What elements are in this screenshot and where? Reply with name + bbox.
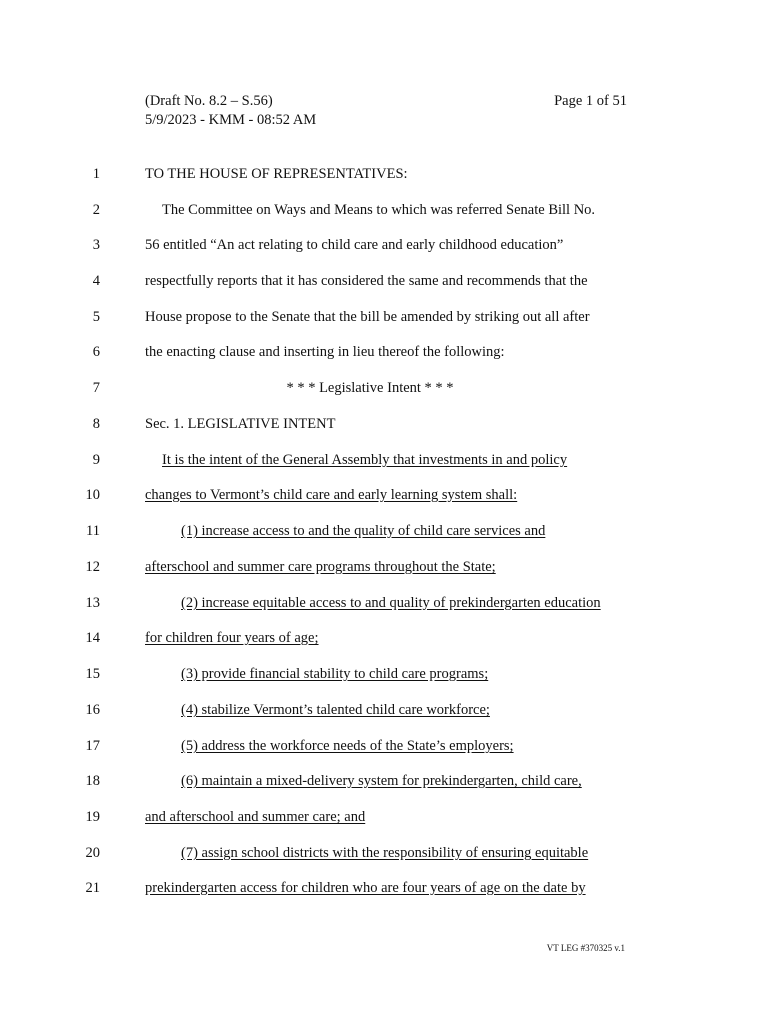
text-line	[0, 414, 770, 434]
text-line	[0, 807, 770, 827]
text-line	[0, 307, 770, 327]
line-number: 10	[85, 487, 100, 503]
line-text: (4) stabilize Vermont’s talented child care workforce;	[181, 702, 490, 718]
line-text: It is the intent of the General Assembly that investments in and policy	[162, 452, 568, 468]
line-number: 17	[85, 738, 100, 754]
text-line	[0, 878, 770, 898]
text-line	[0, 664, 770, 684]
text-line	[0, 628, 770, 648]
line-text: (3) provide financial stability to child care programs;	[181, 666, 489, 682]
line-number: 4	[92, 273, 100, 289]
text-line	[0, 843, 770, 863]
text-line	[0, 485, 770, 505]
line-text: House propose to the Senate that the bill be amended by striking out all after	[145, 309, 590, 325]
text-line	[0, 771, 770, 791]
line-text: (6) maintain a mixed-delivery system for prekindergarten, child care,	[181, 773, 582, 789]
text-line	[0, 700, 770, 720]
text-line	[0, 736, 770, 756]
line-text: prekindergarten access for children who are four years of age on the date by	[145, 880, 586, 896]
line-text: 56 entitled “An act relating to child care and early childhood education”	[145, 237, 564, 253]
text-line	[0, 521, 770, 541]
line-number: 16	[85, 702, 100, 718]
line-number: 20	[85, 845, 100, 861]
line-number: 2	[92, 202, 100, 218]
line-number: 15	[85, 666, 100, 682]
line-number: 14	[85, 630, 100, 646]
section-title: Sec. 1. LEGISLATIVE INTENT	[145, 416, 336, 432]
line-number: 6	[92, 344, 100, 360]
draft-info	[145, 92, 316, 130]
line-number: 18	[85, 773, 100, 789]
line-number: 21	[85, 880, 100, 896]
text-line	[0, 164, 770, 184]
draft-date: 5/9/2023 - KMM - 08:52 AM	[145, 112, 317, 128]
line-text: respectfully reports that it has considered the same and recommends that the	[145, 273, 588, 289]
line-number: 8	[92, 416, 100, 432]
line-number: 12	[85, 559, 100, 575]
line-text: (5) address the workforce needs of the State’s employers;	[181, 738, 514, 754]
line-number: 11	[86, 523, 100, 539]
line-text: afterschool and summer care programs throughout the State;	[145, 559, 496, 575]
text-line	[0, 342, 770, 362]
line-text: The Committee on Ways and Means to which was referred Senate Bill No.	[162, 202, 596, 218]
line-text: TO THE HOUSE OF REPRESENTATIVES:	[145, 166, 408, 182]
text-line	[0, 557, 770, 577]
line-text: (2) increase equitable access to and quality of prekindergarten education	[181, 595, 601, 611]
line-text: for children four years of age;	[145, 630, 319, 646]
line-number: 5	[92, 309, 100, 325]
line-text: (7) assign school districts with the responsibility of ensuring equitable	[181, 845, 589, 861]
section-heading: * * * Legislative Intent * * *	[286, 380, 454, 396]
line-text: the enacting clause and inserting in lieu thereof the following:	[145, 344, 505, 360]
draft-number: (Draft No. 8.2 – S.56)	[145, 93, 273, 109]
text-line	[0, 450, 770, 470]
line-number: 1	[92, 166, 100, 182]
text-line	[0, 200, 770, 220]
page-number: Page 1 of 51	[554, 93, 627, 109]
document-id-footer: VT LEG #370325 v.1	[546, 943, 625, 953]
line-text: changes to Vermont’s child care and early learning system shall:	[145, 487, 518, 503]
line-number: 13	[85, 595, 100, 611]
text-line	[0, 378, 770, 398]
line-text: (1) increase access to and the quality of child care services and	[181, 523, 546, 539]
line-number: 7	[92, 380, 100, 396]
text-line	[0, 235, 770, 255]
line-number: 19	[85, 809, 100, 825]
text-line	[0, 593, 770, 613]
line-number: 9	[92, 452, 100, 468]
line-number: 3	[92, 237, 100, 253]
text-line	[0, 271, 770, 291]
line-text: and afterschool and summer care; and	[145, 809, 366, 825]
